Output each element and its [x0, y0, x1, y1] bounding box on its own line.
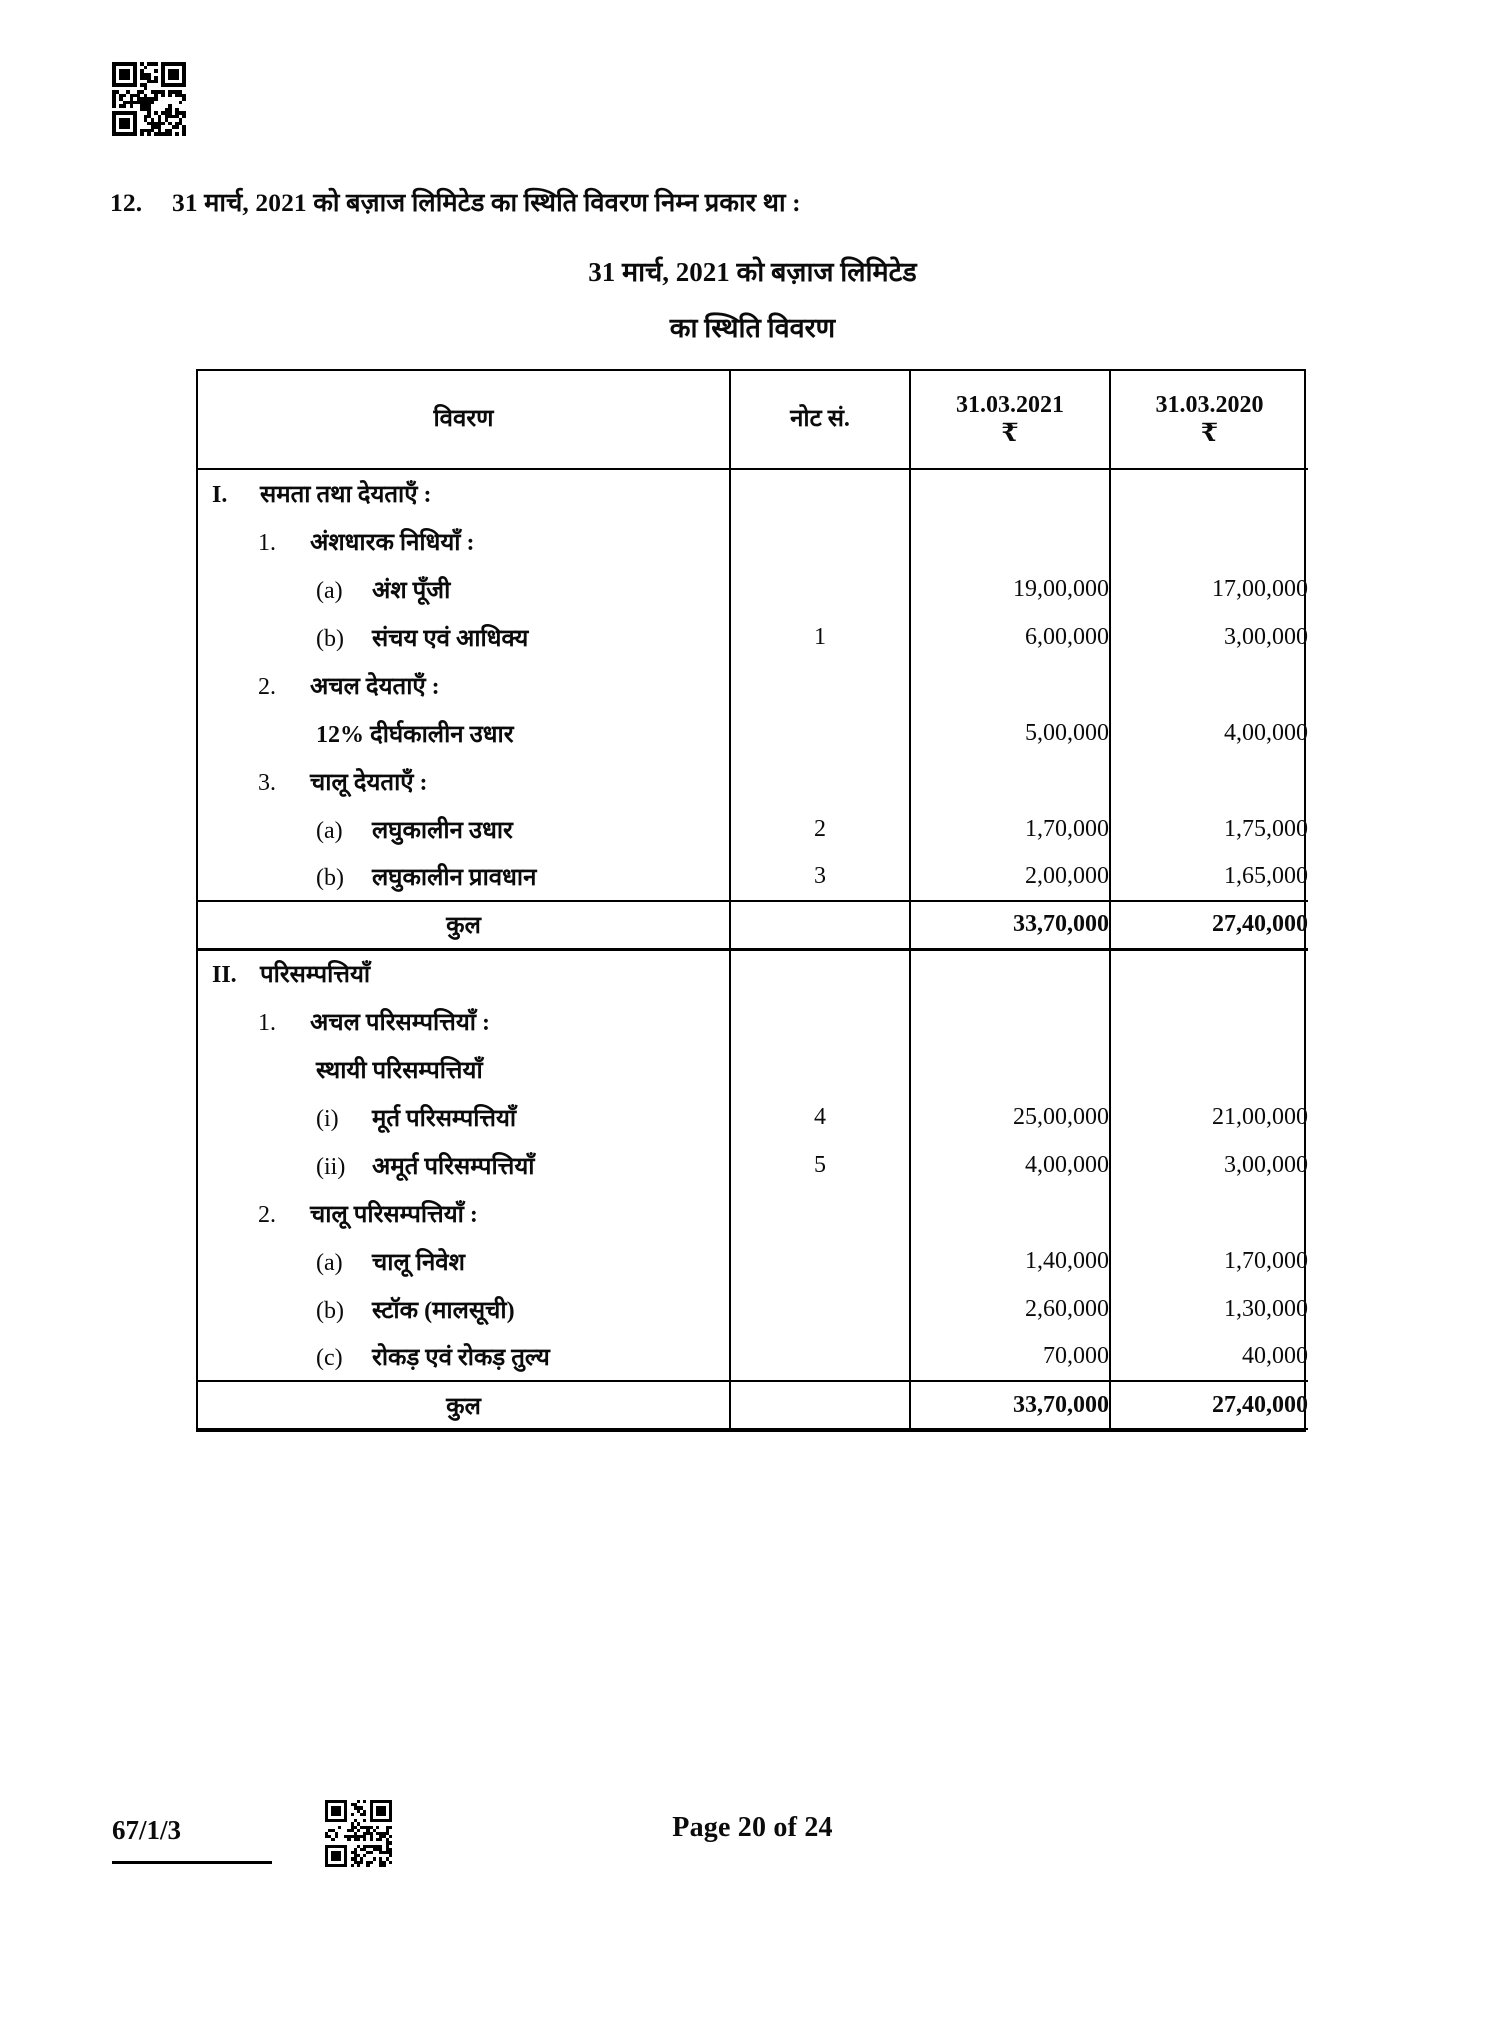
cell-amount-2020	[1110, 469, 1308, 517]
cell-particulars	[198, 805, 730, 853]
row-label: लघुकालीन प्रावधान	[372, 865, 537, 891]
cell-particulars	[198, 1285, 730, 1333]
qr-code-top	[112, 62, 186, 136]
cell-amount-2021: 6,00,000	[910, 613, 1110, 661]
cell-note-no	[730, 1333, 910, 1381]
row-marker: I.	[212, 482, 228, 508]
row-label: संचय एवं आधिक्य	[372, 625, 529, 652]
row-marker: 2.	[258, 1201, 276, 1228]
cell-note-no: 2	[730, 805, 910, 853]
cell-particulars	[198, 565, 730, 613]
cell-note-no	[730, 517, 910, 565]
cell-particulars	[198, 1237, 730, 1285]
cell-note-no	[730, 997, 910, 1045]
cell-amount-2020: 1,75,000	[1110, 805, 1308, 853]
row-marker: (a)	[316, 817, 343, 844]
cell-note-no: 3	[730, 853, 910, 901]
table-row	[198, 1285, 1308, 1333]
row-marker: (a)	[316, 1249, 343, 1276]
cell-note-no: 5	[730, 1141, 910, 1189]
table-total-assets	[198, 1381, 1308, 1429]
footer-divider	[112, 1861, 272, 1864]
cell-amount-2021	[910, 661, 1110, 709]
cell-particulars: 12% दीर्घकालीन उधार	[198, 709, 730, 757]
total-amount-2021: 33,70,000	[910, 1381, 1110, 1429]
table-row	[198, 1093, 1308, 1141]
header-row	[198, 371, 1308, 469]
cell-amount-2021	[910, 1189, 1110, 1237]
table-row	[198, 805, 1308, 853]
cell-amount-2020: 17,00,000	[1110, 565, 1308, 613]
cell-particulars	[198, 661, 730, 709]
cell-amount-2021: 5,00,000	[910, 709, 1110, 757]
row-marker: (a)	[316, 577, 343, 604]
cell-amount-2020	[1110, 1045, 1308, 1093]
table-total-row	[198, 901, 1308, 949]
cell-amount-2021: 1,70,000	[910, 805, 1110, 853]
cell-amount-2021: 4,00,000	[910, 1141, 1110, 1189]
header-note-no: नोट सं.	[730, 371, 910, 469]
cell-particulars	[198, 1093, 730, 1141]
table-total-row	[198, 1381, 1308, 1429]
cell-particulars	[198, 1333, 730, 1381]
table-row	[198, 613, 1308, 661]
cell-amount-2021	[910, 949, 1110, 997]
total-amount-2021: 33,70,000	[910, 901, 1110, 949]
cell-amount-2021: 2,00,000	[910, 853, 1110, 901]
row-marker: (b)	[316, 1297, 344, 1324]
cell-amount-2020: 4,00,000	[1110, 709, 1308, 757]
row-marker: (ii)	[316, 1153, 346, 1180]
question-text: 31 मार्च, 2021 को बज़ाज लिमिटेड का स्थिति विवरण निम्न प्रकार था :	[172, 188, 801, 217]
cell-note-no: 4	[730, 1093, 910, 1141]
row-marker: (b)	[316, 865, 344, 891]
cell-note-no	[730, 949, 910, 997]
cell-particulars	[198, 757, 730, 805]
question-number: 12.	[110, 188, 143, 217]
cell-amount-2020: 1,30,000	[1110, 1285, 1308, 1333]
row-label: समता तथा देयताएँ :	[260, 482, 432, 508]
row-label: रोकड़ एवं रोकड़ तुल्य	[372, 1345, 550, 1371]
cell-note-no	[730, 469, 910, 517]
cell-particulars	[198, 517, 730, 565]
cell-amount-2021: 70,000	[910, 1333, 1110, 1381]
balance-sheet-table	[198, 371, 1308, 1430]
cell-amount-2020	[1110, 757, 1308, 805]
cell-note-no: 1	[730, 613, 910, 661]
cell-amount-2020: 3,00,000	[1110, 613, 1308, 661]
cell-note-no	[730, 709, 910, 757]
row-marker: 1.	[258, 529, 276, 556]
cell-note-no	[730, 1285, 910, 1333]
cell-amount-2021: 19,00,000	[910, 565, 1110, 613]
row-marker: 3.	[258, 769, 276, 796]
cell-particulars	[198, 1189, 730, 1237]
table-body-liabilities	[198, 469, 1308, 901]
cell-amount-2020	[1110, 517, 1308, 565]
cell-particulars	[198, 1141, 730, 1189]
table-row	[198, 565, 1308, 613]
row-marker: II.	[212, 962, 237, 989]
cell-particulars	[198, 613, 730, 661]
header-year-2020	[1110, 371, 1308, 469]
cell-amount-2020: 3,00,000	[1110, 1141, 1308, 1189]
table-body-assets	[198, 949, 1308, 1381]
total-amount-2020: 27,40,000	[1110, 1381, 1308, 1429]
row-marker: 1.	[258, 1009, 276, 1036]
cell-amount-2020	[1110, 997, 1308, 1045]
cell-amount-2021	[910, 517, 1110, 565]
cell-note-no	[730, 1237, 910, 1285]
row-label: अचल देयताएँ :	[310, 673, 440, 700]
table-row	[198, 1189, 1308, 1237]
table-row	[198, 661, 1308, 709]
table-row	[198, 853, 1308, 901]
row-marker: (b)	[316, 625, 344, 652]
page-number: Page 20 of 24	[672, 1812, 833, 1843]
table-row	[198, 1141, 1308, 1189]
header-year-2021	[910, 371, 1110, 469]
row-marker: (c)	[316, 1345, 343, 1371]
total-label: कुल	[198, 1381, 730, 1429]
cell-particulars	[198, 949, 730, 997]
cell-note-no	[730, 1045, 910, 1093]
total-label: कुल	[198, 901, 730, 949]
cell-note-no	[730, 565, 910, 613]
table-row	[198, 949, 1308, 997]
cell-amount-2021	[910, 469, 1110, 517]
cell-amount-2021: 2,60,000	[910, 1285, 1110, 1333]
row-label: अचल परिसम्पत्तियाँ :	[310, 1009, 490, 1036]
cell-amount-2021	[910, 997, 1110, 1045]
cell-amount-2021: 25,00,000	[910, 1093, 1110, 1141]
row-label: अंश पूँजी	[372, 577, 451, 604]
row-label: चालू देयताएँ :	[310, 769, 428, 796]
cell-note-no	[730, 661, 910, 709]
rupee-symbol: ₹	[1200, 419, 1219, 447]
table-total-liabilities	[198, 901, 1308, 949]
table-row	[198, 1237, 1308, 1285]
row-label: परिसम्पत्तियाँ	[260, 962, 371, 989]
table-header	[198, 371, 1308, 469]
table-row	[198, 469, 1308, 517]
row-label: मूर्त परिसम्पत्तियाँ	[372, 1105, 517, 1132]
cell-amount-2021	[910, 1045, 1110, 1093]
statement-title-line1: 31 मार्च, 2021 को बज़ाज लिमिटेड	[588, 257, 917, 287]
balance-sheet	[196, 369, 1306, 1432]
statement-title-line2: का स्थिति विवरण	[669, 313, 836, 343]
cell-amount-2020: 40,000	[1110, 1333, 1308, 1381]
cell-amount-2020: 1,70,000	[1110, 1237, 1308, 1285]
header-particulars: विवरण	[198, 371, 730, 469]
row-marker: 2.	[258, 673, 276, 700]
cell-amount-2020	[1110, 1189, 1308, 1237]
cell-amount-2020: 21,00,000	[1110, 1093, 1308, 1141]
table-row	[198, 709, 1308, 757]
table-row	[198, 1333, 1308, 1381]
header-year-2021-date: 31.03.2021	[956, 391, 1064, 418]
header-year-2020-date: 31.03.2020	[1155, 391, 1264, 418]
table-row	[198, 757, 1308, 805]
cell-amount-2020	[1110, 949, 1308, 997]
row-label: अंशधारक निधियाँ :	[310, 529, 475, 556]
cell-amount-2021: 1,40,000	[910, 1237, 1110, 1285]
row-label: अमूर्त परिसम्पत्तियाँ	[372, 1153, 535, 1180]
table-row	[198, 1045, 1308, 1093]
paper-code: 67/1/3	[112, 1815, 182, 1845]
row-label: चालू परिसम्पत्तियाँ :	[310, 1201, 478, 1228]
rupee-symbol: ₹	[1001, 419, 1019, 447]
cell-note-no	[730, 757, 910, 805]
cell-note-no	[730, 1189, 910, 1237]
row-label: चालू निवेश	[372, 1249, 465, 1276]
cell-particulars	[198, 853, 730, 901]
total-note-no	[730, 901, 910, 949]
table-row	[198, 997, 1308, 1045]
table-row	[198, 517, 1308, 565]
cell-amount-2020	[1110, 661, 1308, 709]
cell-amount-2020: 1,65,000	[1110, 853, 1308, 901]
cell-particulars	[198, 997, 730, 1045]
question-line	[110, 185, 1410, 219]
total-note-no	[730, 1381, 910, 1429]
total-amount-2020: 27,40,000	[1110, 901, 1308, 949]
cell-amount-2021	[910, 757, 1110, 805]
row-label: स्टॉक (मालसूची)	[372, 1297, 515, 1324]
row-label: लघुकालीन उधार	[372, 817, 513, 844]
cell-particulars: स्थायी परिसम्पत्तियाँ	[198, 1045, 730, 1093]
row-marker: (i)	[316, 1105, 339, 1132]
cell-particulars	[198, 469, 730, 517]
